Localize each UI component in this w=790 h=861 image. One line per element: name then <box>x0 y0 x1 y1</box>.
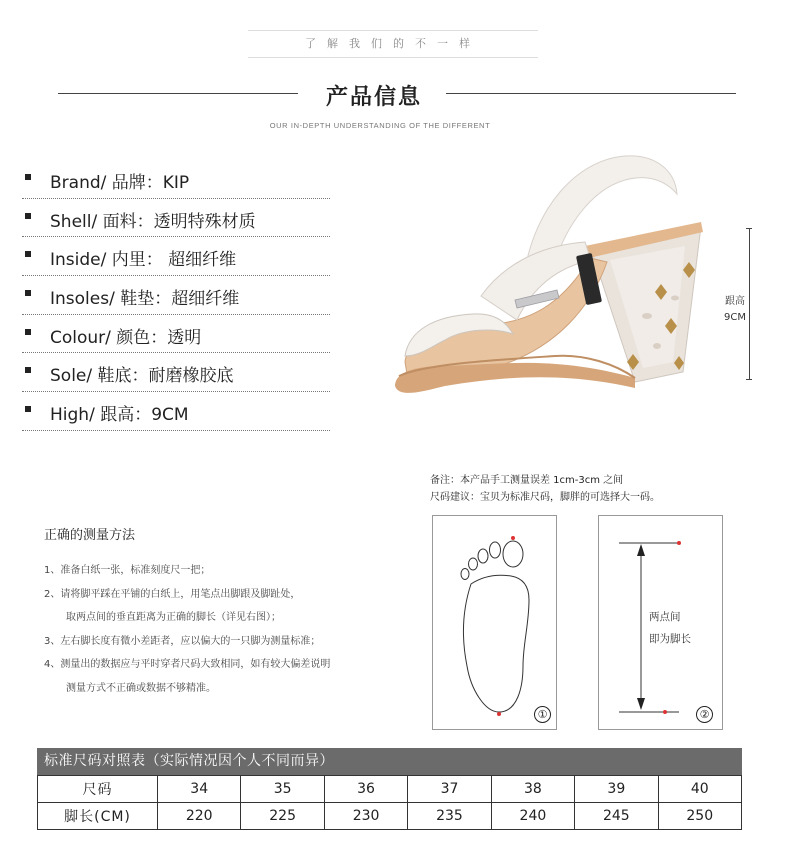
measure-step: 测量方式不正确或数据不够精准。 <box>66 682 216 694</box>
toe-5 <box>461 569 469 580</box>
title-divider-right <box>446 93 736 94</box>
sandal-product-image <box>385 150 705 430</box>
spec-text: High/ 跟高：9CM <box>50 405 189 426</box>
dimension-tick-bottom <box>746 379 752 380</box>
toe-2 <box>490 542 501 558</box>
foot-outline-figure <box>432 515 557 730</box>
section-subtitle: OUR IN-DEPTH UNDERSTANDING OF THE DIFFERENT <box>269 121 491 130</box>
top-tagline: 了解我们的不一样 <box>248 30 538 58</box>
size-cell: 39 <box>575 776 658 803</box>
spec-row-colour <box>22 315 330 354</box>
length-cell: 230 <box>324 803 407 830</box>
foot-outline <box>464 575 529 712</box>
foot-length-label-line1: 两点间 <box>649 611 681 623</box>
measure-step: 1、准备白纸一张，标准刻度尺一把； <box>44 565 211 576</box>
heel-point <box>497 712 501 716</box>
heel-height-label-line2: 9CM <box>724 312 746 323</box>
length-cell: 250 <box>658 803 741 830</box>
length-cell: 245 <box>575 803 658 830</box>
big-toe <box>503 541 523 567</box>
bullet-icon <box>25 406 31 412</box>
note-size-advice: 尺码建议：宝贝为标准尺码，脚胖的可选择大一码。 <box>430 492 660 503</box>
figure-number-2: ② <box>696 706 713 723</box>
heel-height-label-line1: 跟高 <box>725 296 745 307</box>
note-error-range: 备注：本产品手工测量误差 1cm-3cm 之间 <box>430 475 624 486</box>
spec-row-insoles <box>22 276 330 315</box>
measurement-title: 正确的测量方法 <box>44 528 136 543</box>
bullet-icon <box>25 290 31 296</box>
measure-step: 4、测量出的数据应与平时穿者尺码大致相同，如有较大偏差说明 <box>44 659 331 670</box>
spec-text: Inside/ 内里： 超细纤维 <box>50 250 237 271</box>
bullet-icon <box>25 367 31 373</box>
bullet-icon <box>25 174 31 180</box>
measure-step: 2、请将脚平踩在平铺的白纸上，用笔点出脚跟及脚趾处， <box>44 588 301 600</box>
spec-list <box>22 160 330 431</box>
size-row-label: 尺码 <box>38 776 158 803</box>
spec-text: Insoles/ 鞋垫：超细纤维 <box>50 289 240 310</box>
foot-length-label <box>649 606 691 650</box>
section-title-row <box>58 80 736 116</box>
foot-length-figure <box>598 515 723 730</box>
foot-length-row-label: 脚长(CM) <box>38 803 158 830</box>
heel-height-label <box>718 294 752 326</box>
foot-length-label-line2: 即为脚长 <box>649 633 691 645</box>
size-chart <box>37 748 742 830</box>
size-cell: 35 <box>241 776 324 803</box>
arrow-head-up <box>637 544 645 556</box>
length-cell: 235 <box>408 803 491 830</box>
foot-outline-icon <box>433 516 558 731</box>
size-cell: 34 <box>158 776 241 803</box>
spec-text: Shell/ 面料：透明特殊材质 <box>50 211 256 232</box>
length-cell: 225 <box>241 803 324 830</box>
spec-row-sole <box>22 353 330 392</box>
foot-length-row <box>38 803 742 830</box>
size-cell: 38 <box>491 776 574 803</box>
arrow-head-down <box>637 698 645 710</box>
spec-text: Sole/ 鞋底：耐磨橡胶底 <box>50 366 234 387</box>
measure-step: 3、左右脚长度有微小差距者，应以偏大的一只脚为测量标准； <box>44 635 321 647</box>
bottom-point <box>663 710 667 714</box>
bullet-icon <box>25 251 31 257</box>
petal <box>653 343 661 349</box>
section-title: 产品信息 <box>325 85 422 110</box>
size-cell: 36 <box>324 776 407 803</box>
size-chart-title: 标准尺码对照表（实际情况因个人不同而异） <box>37 748 742 775</box>
toe-point <box>511 536 515 540</box>
title-divider-left <box>58 93 298 94</box>
length-cell: 220 <box>158 803 241 830</box>
spec-row-inside <box>22 237 330 276</box>
length-cell: 240 <box>491 803 574 830</box>
size-chart-table <box>37 775 742 830</box>
spec-row-high <box>22 392 330 431</box>
bullet-icon <box>25 213 31 219</box>
measurement-notes <box>430 472 660 506</box>
toe-4 <box>469 558 478 570</box>
spec-text: Colour/ 颜色：透明 <box>50 327 202 348</box>
spec-row-shell <box>22 199 330 238</box>
size-row <box>38 776 742 803</box>
measure-step: 取两点间的垂直距离为正确的脚长（详见右图）； <box>66 612 281 623</box>
spec-row-brand <box>22 160 330 199</box>
petal <box>671 296 679 301</box>
petal <box>642 313 652 319</box>
bullet-icon <box>25 329 31 335</box>
spec-text: Brand/ 品牌：KIP <box>50 173 190 193</box>
top-point <box>677 541 681 545</box>
size-cell: 40 <box>658 776 741 803</box>
toe-3 <box>478 549 488 563</box>
figure-number-1: ① <box>534 706 551 723</box>
measurement-method <box>44 524 444 700</box>
size-cell: 37 <box>408 776 491 803</box>
